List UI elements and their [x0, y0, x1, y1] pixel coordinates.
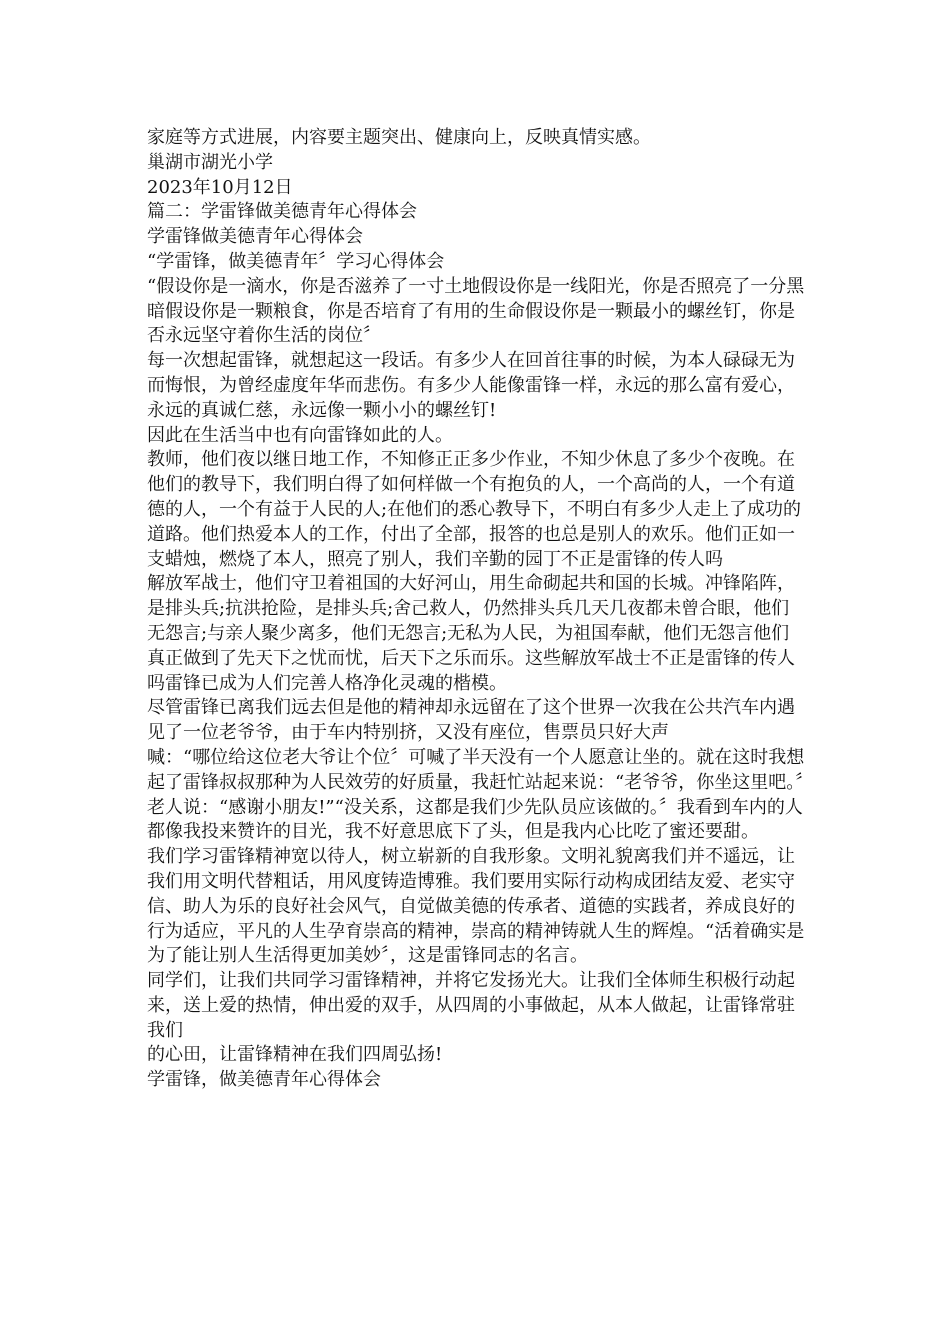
paragraph-teachers: 教师，他们夜以继日地工作，不知修正正多少作业，不知少休息了多少个夜晚。在他们的教导下，我们明白得了如何样做一个有抱负的人，一个高尚的人，一个有道德的人，一个有益于人民的人;在他们的悉心教导下，不明白有多少人走上了成功的道路。他们热爱本人的工作，付出了全部，报答的也总是别人的欢乐。他们正如一支蜡烛，燃烧了本人，照亮了别人，我们辛勤的园丁不正是雷锋的传人吗 — [147, 449, 802, 570]
school-name: 巢湖市湖光小学 — [147, 151, 273, 173]
paragraph-civility: 我们学习雷锋精神宽以待人，树立崭新的自我形象。文明礼貌离我们并不遥远，让我们用文明代替粗话，用风度铸造博雅。我们要用实际行动构成团结友爱、老实守信、助人为乐的良好社会风气，自觉做美德的传承者、道德的实践者，养成良好的行为适应，平凡的人生孕育崇高的精神，崇高的精神铸就人生的辉煌。“活着确实是为了能让别人生活得更加美妙〞，这是雷锋同志的名言。 — [147, 846, 805, 967]
document-page — [147, 126, 805, 1093]
paragraph-call-to-action-2: 的心田，让雷锋精神在我们四周弘扬! — [147, 1044, 443, 1066]
paragraph-1: 家庭等方式进展，内容要主题突出、健康向上，反映真情实感。 — [147, 127, 651, 148]
closing-title: 学雷锋，做美德青年心得体会 — [147, 1069, 381, 1091]
essay-title: 学雷锋做美德青年心得体会 — [147, 226, 363, 248]
section-heading: 篇二：学雷锋做美德青年心得体会 — [147, 201, 417, 223]
paragraph-call-to-action-1: 同学们，让我们共同学习雷锋精神，并将它发扬光大。让我们全体师生积极行动起来，送上爱的热情，伸出爱的双手，从四周的小事做起，从本人做起，让雷锋常驻我们 — [147, 970, 795, 1041]
date-line: 2023年10月12日 — [147, 176, 293, 198]
essay-subtitle: “学雷锋，做美德青年〞学习心得体会 — [147, 250, 445, 272]
paragraph-quote: “假设你是一滴水，你是否滋养了一寸土地假设你是一线阳光，你是否照亮了一分黑暗假设你是一颗粮食，你是否培育了有用的生命假设你是一颗最小的螺丝钉，你是否永远坚守着你生活的岗位〞 — [147, 275, 805, 347]
paragraph-reflection: 每一次想起雷锋，就想起这一段话。有多少人在回首往事的时候，为本人碌碌无为而悔恨，为曾经虚度年华而悲伤。有多少人能像雷锋一样，永远的那么富有爱心，永远的真诚仁慈，永远像一颗小小的螺丝钉! — [147, 350, 795, 421]
paragraph-soldiers: 解放军战士，他们守卫着祖国的大好河山，用生命砌起共和国的长城。冲锋陷阵，是排头兵;抗洪抢险，是排头兵;舍己救人，仍然排头兵几天几夜都未曾合眼，他们无怨言;与亲人聚少离多，他们无怨言;无私为人民，为祖国奉献，他们无怨言他们真正做到了先天下之忧而忧，后天下之乐而乐。这些解放军战士不正是雷锋的传人吗雷锋已成为人们完善人格净化灵魂的楷模。 — [147, 573, 795, 694]
paragraph-bus-story-2: 喊：“哪位给这位老大爷让个位〞可喊了半天没有一个人愿意让坐的。就在这时我想起了雷锋叔叔那种为人民效劳的好质量，我赶忙站起来说：“老爷爷，你坐这里吧。〞老人说：“感谢小朋友!”“没关系，这都是我们少先队员应该做的。〞我看到车内的人都像我投来赞许的目光，我不好意思底下了头，但是我内心比吃了蜜还要甜。 — [147, 746, 805, 843]
paragraph-bus-story-1: 尽管雷锋已离我们远去但是他的精神却永远留在了这个世界一次我在公共汽车内遇见了一位老爷爷，由于车内特别挤，又没有座位，售票员只好大声 — [147, 697, 795, 744]
paragraph-transition: 因此在生活当中也有向雷锋如此的人。 — [147, 424, 453, 446]
